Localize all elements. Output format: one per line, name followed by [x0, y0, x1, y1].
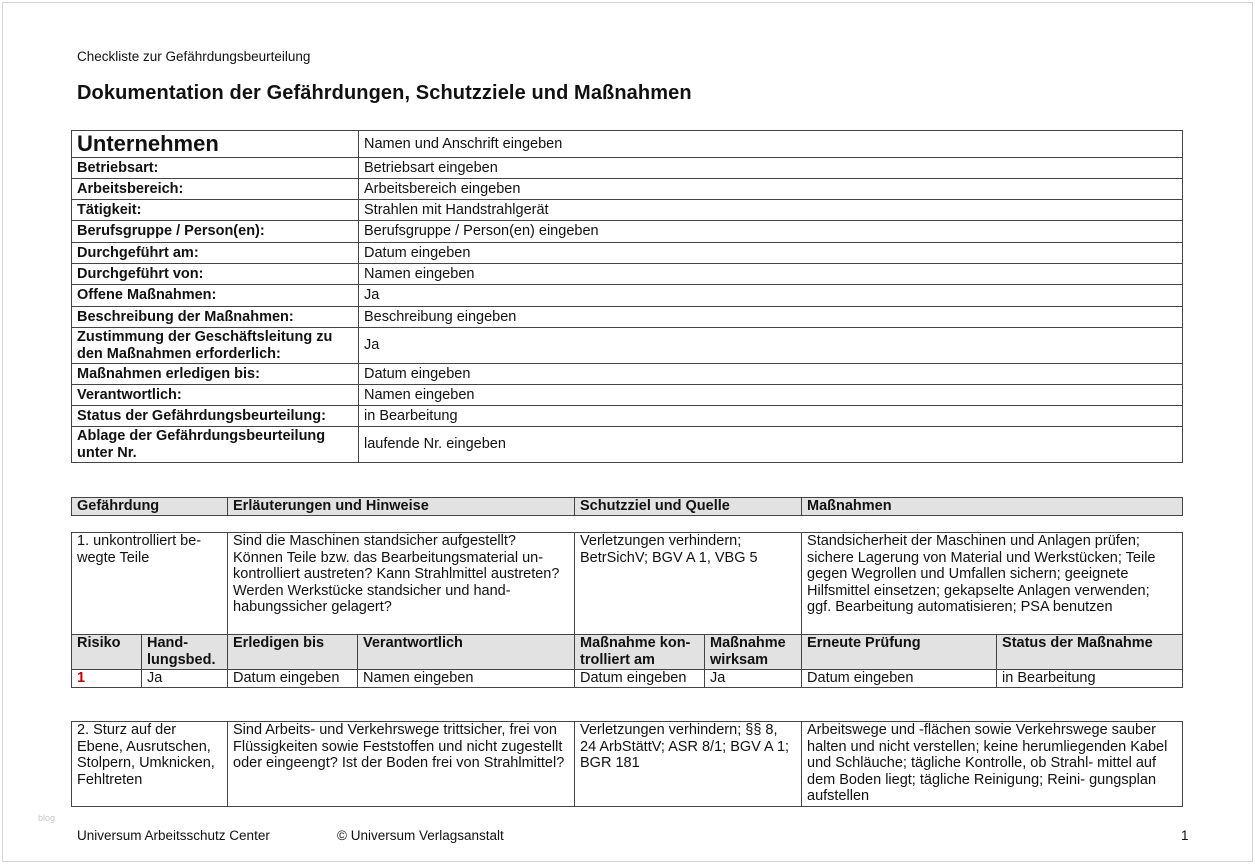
hazard-goal: Verletzungen verhindern; BetrSichV; BGV A 1, VBG 5: [575, 533, 802, 635]
sub-header-erledigen: Erledigen bis: [228, 635, 358, 670]
info-value[interactable]: Ja: [359, 285, 1183, 307]
info-label: Status der Gefährdungsbeurteilung:: [72, 406, 359, 427]
info-row: [72, 328, 1183, 364]
hazard-notes: Sind die Maschinen standsicher aufgestellt? Können Teile bzw. das Bearbeitungsmaterial un- kontrolliert austreten? Kann Strahlmittel austreten? Werden Werkstücke standsicher und hand- habungssicher gelagert?: [228, 533, 575, 635]
sub-header-row: [72, 635, 1183, 670]
info-value[interactable]: Namen eingeben: [359, 264, 1183, 285]
info-label: Berufsgruppe / Person(en):: [72, 221, 359, 243]
info-row: [72, 385, 1183, 406]
info-label: Zustimmung der Geschäftsleitung zu den Maßnahmen erforderlich:: [72, 328, 359, 364]
document-title: Dokumentation der Gefährdungen, Schutzziele und Maßnahmen: [77, 82, 692, 104]
info-value[interactable]: Namen eingeben: [359, 385, 1183, 406]
footer-left: Universum Arbeitsschutz Center: [77, 828, 270, 843]
pruefung-value[interactable]: Datum eingeben: [802, 670, 997, 688]
sub-header-handlungsbed: Hand- lungsbed.: [142, 635, 228, 670]
page-number: 1: [1181, 828, 1189, 843]
info-row: [72, 307, 1183, 328]
hazard-row: [72, 533, 1183, 635]
hazard-measures: Arbeitswege und -flächen sowie Verkehrswege sauber halten und nicht verstellen; keine herumliegenden Kabel und Schläuche; tägliche Kontrolle, ob Strahl- mittel auf dem Boden liegt; tägliche Reinigung; Reini- gungsplan aufstellen: [802, 722, 1183, 807]
info-label: Tätigkeit:: [72, 200, 359, 221]
info-row: [72, 243, 1183, 264]
company-value[interactable]: Namen und Anschrift eingeben: [359, 131, 1183, 158]
handlungsbed-value[interactable]: Ja: [142, 670, 228, 688]
info-label: Arbeitsbereich:: [72, 179, 359, 200]
hazard-table-1: [71, 532, 1183, 688]
info-row: [72, 158, 1183, 179]
info-value[interactable]: Datum eingeben: [359, 364, 1183, 385]
info-row: [72, 200, 1183, 221]
hazard-table-2: [71, 721, 1183, 807]
hazard-notes: Sind Arbeits- und Verkehrswege trittsicher, frei von Flüssigkeiten sowie Feststoffen und nicht zugestellt oder eingeengt? Ist der Boden frei von Strahlmittel?: [228, 722, 575, 807]
hazard-name: 1. unkontrolliert be- wegte Teile: [72, 533, 228, 635]
verantwortlich-value[interactable]: Namen eingeben: [358, 670, 575, 688]
info-label: Offene Maßnahmen:: [72, 285, 359, 307]
sub-header-pruefung: Erneute Prüfung: [802, 635, 997, 670]
assessment-row: [72, 670, 1183, 688]
sub-header-verantwortlich: Verantwortlich: [358, 635, 575, 670]
info-row: [72, 221, 1183, 243]
info-value[interactable]: laufende Nr. eingeben: [359, 427, 1183, 463]
column-header-schutzziel: Schutzziel und Quelle: [575, 498, 802, 516]
hazard-row: [72, 722, 1183, 807]
info-label: Betriebsart:: [72, 158, 359, 179]
info-label: Beschreibung der Maßnahmen:: [72, 307, 359, 328]
hazard-header-table: [71, 497, 1183, 516]
company-label: Unternehmen: [72, 131, 359, 158]
info-row: [72, 285, 1183, 307]
sub-header-wirksam: Maßnahme wirksam: [705, 635, 802, 670]
info-row: [72, 406, 1183, 427]
info-label: Durchgeführt von:: [72, 264, 359, 285]
info-value[interactable]: in Bearbeitung: [359, 406, 1183, 427]
wirksam-value[interactable]: Ja: [705, 670, 802, 688]
watermark: blog: [38, 813, 56, 823]
info-value[interactable]: Ja: [359, 328, 1183, 364]
sub-header-status: Status der Maßnahme: [997, 635, 1183, 670]
info-value[interactable]: Berufsgruppe / Person(en) eingeben: [359, 221, 1183, 243]
info-row: [72, 427, 1183, 463]
column-header-erlaeuterungen: Erläuterungen und Hinweise: [228, 498, 575, 516]
hazard-measures: Standsicherheit der Maschinen und Anlagen prüfen; sichere Lagerung von Material und Werkstücken; Teile gegen Wegrollen und Umfallen sichern; geeignete Hilfsmittel einsetzen; gekapselte Anlagen verwenden; ggf. Bearbeitung automatisieren; PSA benutzen: [802, 533, 1183, 635]
erledigen-value[interactable]: Datum eingeben: [228, 670, 358, 688]
sub-header-kontrolliert: Maßnahme kon- trolliert am: [575, 635, 705, 670]
info-label: Verantwortlich:: [72, 385, 359, 406]
risk-value[interactable]: 1: [72, 670, 142, 688]
sub-header-risiko: Risiko: [72, 635, 142, 670]
footer-copyright: © Universum Verlagsanstalt: [337, 828, 504, 843]
column-header-massnahmen: Maßnahmen: [802, 498, 1183, 516]
info-value[interactable]: Beschreibung eingeben: [359, 307, 1183, 328]
info-row: [72, 364, 1183, 385]
info-value[interactable]: Betriebsart eingeben: [359, 158, 1183, 179]
hazard-goal: Verletzungen verhindern; §§ 8, 24 ArbStättV; ASR 8/1; BGV A 1; BGR 181: [575, 722, 802, 807]
info-value[interactable]: Datum eingeben: [359, 243, 1183, 264]
kontrolliert-value[interactable]: Datum eingeben: [575, 670, 705, 688]
info-row: [72, 264, 1183, 285]
document-subtitle: Checkliste zur Gefährdungsbeurteilung: [77, 49, 311, 64]
info-row-company: [72, 131, 1183, 158]
column-header-gefaehrdung: Gefährdung: [72, 498, 228, 516]
hazard-name: 2. Sturz auf der Ebene, Ausrutschen, Stolpern, Umknicken, Fehltreten: [72, 722, 228, 807]
info-label: Ablage der Gefährdungsbeurteilung unter Nr.: [72, 427, 359, 463]
info-value[interactable]: Strahlen mit Handstrahlgerät: [359, 200, 1183, 221]
status-value[interactable]: in Bearbeitung: [997, 670, 1183, 688]
info-row: [72, 179, 1183, 200]
info-label: Durchgeführt am:: [72, 243, 359, 264]
company-info-table: [71, 130, 1183, 463]
info-label: Maßnahmen erledigen bis:: [72, 364, 359, 385]
info-value[interactable]: Arbeitsbereich eingeben: [359, 179, 1183, 200]
